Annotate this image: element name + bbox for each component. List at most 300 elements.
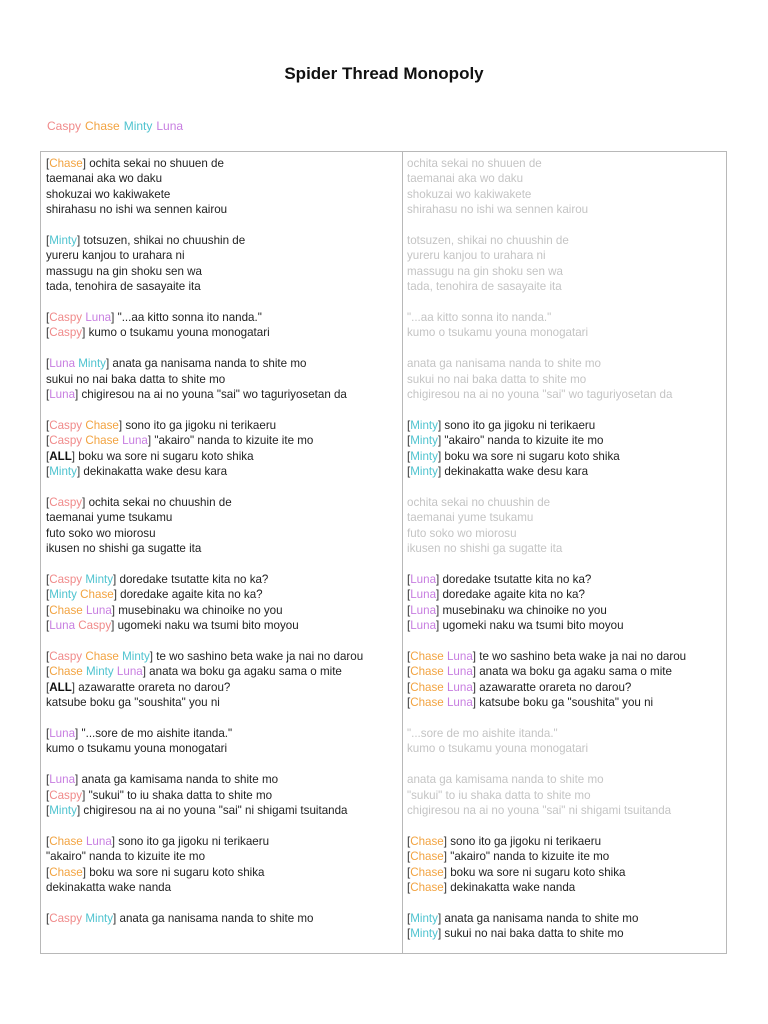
stanza [46,726,398,757]
lyric-line [407,695,723,710]
stanza [407,649,723,711]
bracket-open: [ [407,588,411,602]
lyric-text: dekinakatta wake desu kara [83,465,228,479]
bracket-open: [ [407,880,411,894]
singer-label: Luna [85,603,112,617]
singer-label: Chase [410,665,444,679]
column-divider [402,152,403,953]
stanza [46,649,398,711]
singer-label: Luna [85,311,112,325]
bracket-close: ] [113,588,121,602]
bracket-close: ] [111,834,119,848]
lyric-line [46,418,398,433]
stanza [46,495,398,557]
bracket-close: ] [147,434,155,448]
bracket-close: ] [82,326,89,340]
lyric-line [46,880,398,895]
singer-label: Minty [49,588,77,602]
lyric-line [46,741,398,756]
bracket-close: ] [472,665,480,679]
lyric-line [46,495,398,510]
bracket-close: ] [71,449,79,463]
singer-label: Chase [49,865,83,879]
lyric-line [46,171,398,186]
stanza [46,356,398,402]
singer-label: Chase [49,157,83,170]
singer-label: Luna [85,834,112,848]
bracket-close: ] [113,911,120,925]
singer-label: Luna [410,619,437,633]
lyric-text: boku wa sore ni sugaru koto shika [450,865,626,879]
bracket-open: [ [46,773,50,787]
lyric-line [46,726,398,741]
singer-label: Luna [122,434,148,448]
lyric-line [407,495,723,510]
singer-label: Chase [49,834,83,848]
bracket-open: [ [46,572,50,586]
lyric-text: kumo o tsukamu youna monogatari [407,742,589,756]
lyric-text: taemanai yume tsukamu [46,511,173,525]
lyric-line [407,356,723,371]
lyric-text: anata ga nanisama nanda to shite mo [407,357,602,371]
lyric-line [46,464,398,479]
bracket-close: ] [105,357,113,371]
bracket-close: ] [437,911,445,925]
stanza [46,834,398,896]
lyric-line [407,541,723,556]
lyric-text: chigiresou na ai no youna "sai" ni shigami tsuitanda [407,803,672,817]
page-title: Spider Thread Monopoly [284,64,484,83]
lyric-line [46,664,398,679]
lyric-text: sukui no nai baka datta to shite mo [46,372,226,386]
stanza [407,233,723,295]
bracket-open: [ [46,357,50,371]
singer-label: Caspy [49,326,83,340]
bracket-open: [ [46,911,50,925]
bracket-close: ] [436,572,443,586]
singer-label: Minty [122,649,150,663]
lyric-line [407,587,723,602]
lyric-text: sono ito ga jigoku ni terikaeru [444,418,596,432]
lyric-line [407,618,723,633]
singer-label: Caspy [49,418,83,432]
singer-label: Chase [410,850,444,864]
stanza [46,772,398,818]
singer-label: Chase [85,649,119,663]
bracket-close: ] [437,434,445,448]
bracket-open: [ [46,449,50,463]
stanza [46,156,398,218]
lyric-line [46,911,398,926]
bracket-close: ] [443,850,451,864]
bracket-close: ] [82,157,90,170]
bracket-open: [ [407,834,411,848]
lyric-text: massugu na gin shoku sen wa [407,264,563,278]
singer-label: Luna [49,726,76,740]
stanza [407,726,723,757]
lyric-line [407,664,723,679]
bracket-close: ] [142,665,150,679]
lyric-line [407,741,723,756]
bracket-open: [ [407,603,411,617]
lyric-text: ochita sekai no shuuen de [407,157,542,170]
bracket-close: ] [437,465,445,479]
singer-label: Caspy [49,788,83,802]
lyric-text: ochita sekai no chuushin de [407,495,551,509]
lyric-text: shokuzai wo kakiwakete [46,187,171,201]
bracket-open: [ [46,619,50,633]
lyric-text: doredake tsutatte kita no ka? [119,572,269,586]
lyric-text: ugomeki naku wa tsumi bito moyou [117,619,299,633]
singer-label: Minty [78,357,106,371]
lyric-line [46,587,398,602]
bracket-close: ] [75,726,82,740]
lyric-line [407,279,723,294]
singer-label: Minty [85,572,114,586]
bracket-open: [ [407,680,411,694]
singer-label: Luna [49,388,76,402]
legend-minty: Minty [123,119,153,133]
bracket-close: ] [111,619,118,633]
lyric-text: ochita sekai no shuuen de [89,157,224,170]
lyric-text: doredake agaite kita no ka? [442,588,585,602]
bracket-close: ] [76,803,84,817]
lyric-line [407,387,723,402]
lyric-line [407,310,723,325]
stanza [407,310,723,341]
bracket-close: ] [111,603,119,617]
stanza [46,418,398,480]
singer-label: Luna [410,603,437,617]
bracket-open: [ [407,850,411,864]
lyric-text: anata wa boku ga agaku sama o mite [149,665,342,679]
lyric-text: shirahasu no ishi wa sennen kairou [46,203,228,217]
lyric-text: "...sore de mo aishite itanda." [81,726,233,740]
lyric-text: "akairo" nanda to kizuite ite mo [46,850,206,864]
lyric-line [46,680,398,695]
lyric-text: tada, tenohira de sasayaite ita [407,280,562,294]
singer-label: Luna [116,665,143,679]
bracket-close: ] [443,865,451,879]
lyric-line [46,803,398,818]
lyric-text: azawaratte orareta no darou? [479,680,632,694]
bracket-open: [ [46,465,50,479]
lyric-text: azawaratte orareta no darou? [78,680,231,694]
bracket-close: ] [71,680,79,694]
stanza [46,310,398,341]
singer-label: Caspy [49,911,83,925]
bracket-close: ] [118,418,126,432]
bracket-open: [ [46,649,50,663]
stanza [407,356,723,402]
bracket-open: [ [46,418,50,432]
singer-label: Chase [85,434,119,448]
lyric-text: totsuzen, shikai no chuushin de [407,234,569,248]
stanza [46,233,398,295]
lyric-line [46,279,398,294]
bracket-open: [ [407,572,411,586]
lyrics-column-echo [407,156,723,957]
bracket-close: ] [75,388,82,402]
lyric-text: "...aa kitto sonna ito nanda." [117,311,262,325]
lyric-text: boku wa sore ni sugaru koto shika [89,865,265,879]
lyric-line [46,526,398,541]
lyric-text: ugomeki naku wa tsumi bito moyou [442,619,624,633]
stanza [407,911,723,942]
lyric-line [407,433,723,448]
stanza [407,572,723,634]
lyric-text: anata ga nanisama nanda to shite mo [444,911,639,925]
bracket-open: [ [407,465,411,479]
lyric-line [46,248,398,263]
singer-label: Minty [410,434,438,448]
bracket-open: [ [46,680,50,694]
lyric-text: kumo o tsukamu youna monogatari [407,326,589,340]
lyric-line [46,387,398,402]
singer-label: ALL [49,680,72,694]
bracket-open: [ [407,696,411,710]
lyric-text: sono ito ga jigoku ni terikaeru [118,834,270,848]
lyric-line [407,911,723,926]
lyric-text: tada, tenohira de sasayaite ita [46,280,201,294]
lyric-line [46,510,398,525]
lyric-line [407,510,723,525]
singer-label: Chase [49,603,83,617]
lyric-line [407,926,723,941]
stanza [407,156,723,218]
lyric-text: kumo o tsukamu youna monogatari [88,326,270,340]
lyric-line [46,449,398,464]
lyric-line [46,572,398,587]
lyric-text: "akairo" nanda to kizuite ite mo [450,850,610,864]
bracket-close: ] [472,680,480,694]
singer-label: ALL [49,449,72,463]
lyric-line [407,834,723,849]
bracket-open: [ [46,311,50,325]
lyric-text: anata ga nanisama nanda to shite mo [119,911,314,925]
bracket-close: ] [472,696,480,710]
bracket-open: [ [46,865,50,879]
lyric-text: anata ga kamisama nanda to shite mo [81,773,279,787]
singer-label: Luna [410,588,437,602]
bracket-close: ] [436,603,443,617]
singer-label: Chase [49,665,83,679]
bracket-open: [ [46,495,50,509]
legend-caspy: Caspy [47,119,82,133]
bracket-open: [ [407,665,411,679]
bracket-open: [ [407,865,411,879]
lyric-text: shokuzai wo kakiwakete [407,187,532,201]
lyric-line [407,680,723,695]
lyric-line [407,788,723,803]
lyric-line [46,264,398,279]
lyric-text: te wo sashino beta wake ja nai no darou [479,649,687,663]
lyric-line [46,849,398,864]
singer-label: Luna [49,619,76,633]
singer-label: Minty [49,234,77,248]
singer-label: Minty [410,465,438,479]
lyrics-table [40,151,727,954]
lyric-text: te wo sashino beta wake ja nai no darou [156,649,364,663]
singer-label: Chase [410,680,444,694]
singer-label: Minty [410,449,438,463]
lyric-line [407,233,723,248]
lyric-text: shirahasu no ishi wa sennen kairou [407,203,589,217]
bracket-close: ] [76,465,84,479]
lyric-text: boku wa sore ni sugaru koto shika [444,449,620,463]
lyric-line [407,464,723,479]
lyric-line [46,356,398,371]
lyric-text: musebinaku wa chinoike no you [118,603,283,617]
singer-label: Luna [49,773,76,787]
lyric-text: "...sore de mo aishite itanda." [407,726,558,740]
lyric-text: yureru kanjou to urahara ni [407,249,546,263]
bracket-close: ] [111,311,118,325]
bracket-open: [ [46,157,50,170]
lyric-text: anata wa boku ga agaku sama o mite [479,665,672,679]
lyric-text: "...aa kitto sonna ito nanda." [407,311,552,325]
lyric-line [46,649,398,664]
lyric-text: taemanai aka wo daku [46,172,163,186]
singer-label: Caspy [49,434,83,448]
lyric-text: taemanai yume tsukamu [407,511,534,525]
singer-label: Minty [49,803,77,817]
lyric-line [46,603,398,618]
lyric-line [407,171,723,186]
lyric-text: sono ito ga jigoku ni terikaeru [450,834,602,848]
lyric-line [46,156,398,171]
lyric-text: anata ga nanisama nanda to shite mo [112,357,307,371]
bracket-open: [ [407,649,411,663]
singer-label: Chase [410,865,444,879]
lyric-text: "akairo" nanda to kizuite ite mo [444,434,604,448]
singer-label: Luna [446,680,473,694]
lyric-line [407,572,723,587]
lyric-text: taemanai aka wo daku [407,172,524,186]
singer-label: Minty [410,927,438,941]
lyric-line [407,202,723,217]
bracket-open: [ [407,418,411,432]
singer-label: Chase [410,834,444,848]
bracket-close: ] [82,495,89,509]
lyric-text: "sukui" to iu shaka datta to shite mo [407,788,591,802]
bracket-open: [ [407,927,411,941]
bracket-open: [ [46,588,50,602]
lyric-text: totsuzen, shikai no chuushin de [83,234,246,248]
bracket-open: [ [407,911,411,925]
bracket-close: ] [437,449,445,463]
bracket-close: ] [436,619,443,633]
lyric-text: ikusen no shishi ga sugatte ita [46,542,202,556]
bracket-open: [ [407,449,411,463]
bracket-open: [ [407,434,411,448]
bracket-close: ] [472,649,480,663]
lyric-line [407,772,723,787]
lyric-text: doredake tsutatte kita no ka? [442,572,592,586]
lyrics-column-main [46,156,398,942]
lyric-text: kumo o tsukamu youna monogatari [46,742,228,756]
lyric-line [46,187,398,202]
singer-label: Luna [446,696,473,710]
bracket-close: ] [82,788,89,802]
singer-label: Minty [49,465,77,479]
lyric-text: anata ga kamisama nanda to shite mo [407,773,604,787]
stanza [46,911,398,926]
lyric-text: sono ito ga jigoku ni terikaeru [125,418,277,432]
lyric-line [46,618,398,633]
lyric-line [46,372,398,387]
lyric-line [46,202,398,217]
stanza [407,495,723,557]
lyric-line [407,849,723,864]
lyric-text: chigiresou na ai no youna "sai" wo taguriyosetan da [81,388,347,402]
lyric-line [46,310,398,325]
lyric-text: musebinaku wa chinoike no you [442,603,607,617]
bracket-close: ] [82,865,90,879]
singer-label: Chase [80,588,114,602]
singer-legend [47,119,187,133]
bracket-close: ] [436,588,443,602]
bracket-close: ] [437,418,445,432]
singer-label: Caspy [49,311,83,325]
lyric-line [46,865,398,880]
bracket-close: ] [75,773,82,787]
singer-label: Caspy [49,649,83,663]
lyric-text: "akairo" nanda to kizuite ite mo [154,434,314,448]
singer-label: Luna [446,665,473,679]
bracket-open: [ [46,388,50,402]
stanza [46,572,398,634]
bracket-open: [ [46,326,50,340]
lyric-text: chigiresou na ai no youna "sai" ni shigami tsuitanda [83,803,348,817]
lyric-line [407,187,723,202]
lyric-text: katsube boku ga "soushita" you ni [479,696,654,710]
lyric-line [407,526,723,541]
singer-label: Caspy [49,572,83,586]
bracket-open: [ [46,726,50,740]
bracket-open: [ [46,603,50,617]
lyric-line [46,772,398,787]
singer-label: Minty [410,418,438,432]
bracket-open: [ [46,234,50,248]
singer-label: Luna [410,572,437,586]
singer-label: Chase [410,696,444,710]
lyric-line [46,541,398,556]
lyric-line [407,649,723,664]
lyric-line [407,418,723,433]
stanza [407,834,723,896]
lyric-line [407,156,723,171]
lyric-text: ochita sekai no chuushin de [88,495,232,509]
lyric-line [407,726,723,741]
lyric-text: chigiresou na ai no youna "sai" wo taguriyosetan da [407,388,673,402]
singer-label: Minty [410,911,438,925]
lyric-text: ikusen no shishi ga sugatte ita [407,542,563,556]
lyric-text: doredake agaite kita no ka? [120,588,263,602]
stanza [407,418,723,480]
bracket-open: [ [46,665,50,679]
legend-luna: Luna [156,119,184,133]
lyric-text: dekinakatta wake nanda [450,880,576,894]
singer-label: Caspy [49,495,83,509]
lyric-text: "sukui" to iu shaka datta to shite mo [88,788,273,802]
bracket-open: [ [46,788,50,802]
bracket-close: ] [437,927,445,941]
lyric-line [46,325,398,340]
lyric-line [46,695,398,710]
lyric-line [407,449,723,464]
bracket-close: ] [149,649,157,663]
